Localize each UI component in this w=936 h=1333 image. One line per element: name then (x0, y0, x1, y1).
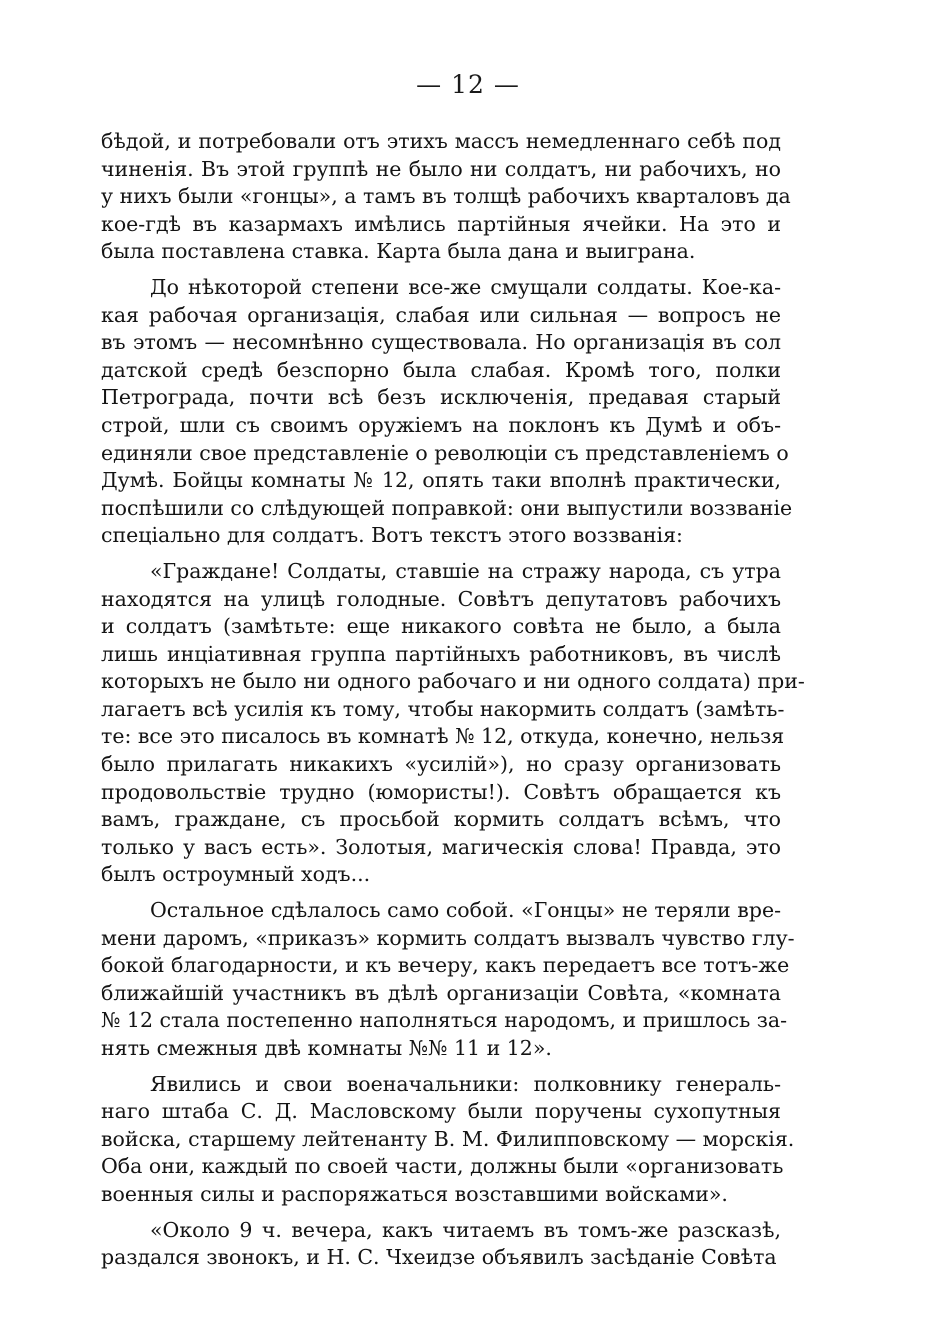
paragraph-gap (101, 1063, 781, 1071)
text-line: военныя силы и распоряжаться возставшими войсками». (101, 1181, 728, 1206)
text-line: войска, старшему лейтенанту В. М. Филипповскому — морскія. (101, 1126, 795, 1151)
text-line: те: все это писалось въ комнатѣ № 12, откуда, конечно, нельзя (101, 724, 785, 749)
text-line: кое-гдѣ въ казармахъ имѣлись партійныя ячейки. На это и (101, 211, 781, 236)
page-number: — 12 — (416, 70, 520, 99)
text-line: было прилагать никакихъ «усилій»), но сразу организовать (101, 752, 781, 777)
text-line: Явились и свои военачальники: полковнику генераль- (150, 1071, 781, 1096)
text-line: единяли свое представленіе о революціи съ представленіемъ о (101, 440, 789, 465)
paragraph-gap (101, 550, 781, 558)
paragraph (101, 274, 793, 550)
text-line: № 12 стала постепенно наполняться народомъ, и пришлось за- (101, 1008, 788, 1033)
body-text (101, 128, 805, 1272)
text-line: продовольствіе трудно (юмористы!). Совѣтъ обращается къ (101, 779, 781, 804)
paragraph-gap (101, 1209, 781, 1217)
text-line: Думѣ. Бойцы комнаты № 12, опять таки вполнѣ практически, (101, 468, 781, 493)
paragraph (101, 128, 791, 266)
text-line: былъ остроумный ходъ... (101, 862, 371, 887)
text-line: вамъ, граждане, съ просьбой кормить солдатъ всѣмъ, что (101, 807, 781, 832)
text-line: Петрограда, почти всѣ безъ исключенія, предавая старый (101, 385, 781, 410)
text-line: Оба они, каждый по своей части, должны были «организовать (101, 1154, 784, 1179)
text-line: въ этомъ — несомнѣнно существовала. Но организація въ сол (101, 330, 781, 355)
text-line: раздался звонокъ, и Н. С. Чхеидзе объявилъ засѣданіе Совѣта (101, 1245, 777, 1270)
text-line: бокой благодарности, и къ вечеру, какъ передаетъ все тотъ-же (101, 953, 790, 978)
text-line: наго штаба С. Д. Масловскому были поручены сухопутныя (101, 1099, 781, 1124)
text-line: кая рабочая организація, слабая или сильная — вопросъ не (101, 302, 781, 327)
paragraph (101, 1071, 795, 1209)
text-line: До нѣкоторой степени все-же смущали солдаты. Кое-ка- (150, 274, 781, 299)
text-line: «Около 9 ч. вечера, какъ читаемъ въ томъ-же разсказѣ, (150, 1217, 781, 1242)
text-line: мени даромъ, «приказъ» кормить солдатъ вызвалъ чувство глу- (101, 925, 795, 950)
text-line: поспѣшили со слѣдующей поправкой: они выпустили воззваніе (101, 495, 793, 520)
paragraph-gap (101, 889, 781, 897)
text-line: чиненія. Въ этой группѣ не было ни солдатъ, ни рабочихъ, но (101, 156, 781, 181)
text-line: у нихъ были «гонцы», а тамъ въ толщѣ рабочихъ кварталовъ да (101, 184, 791, 209)
text-line: лишь инціативная группа партійныхъ работниковъ, въ числѣ (101, 641, 781, 666)
text-line: ближайшій участникъ въ дѣлѣ организаціи Совѣта, «комната (101, 980, 781, 1005)
paragraph (101, 1217, 781, 1272)
text-line: «Граждане! Солдаты, ставшіе на стражу народа, съ утра (150, 558, 781, 583)
text-line: и солдатъ (замѣтьте: еще никакого совѣта не было, а была (101, 614, 781, 639)
text-line: строй, шли съ своимъ оружіемъ на поклонъ къ Думѣ и объ- (101, 412, 781, 437)
text-line: только у васъ есть». Золотыя, магическія слова! Правда, это (101, 834, 781, 859)
text-line: находятся на улицѣ голодные. Совѣтъ депутатовъ рабочихъ (101, 586, 781, 611)
text-line: лагаетъ всѣ усилія къ тому, чтобы накормить солдатъ (замѣть- (101, 696, 785, 721)
text-line: Остальное сдѣлалось само собой. «Гонцы» не теряли вре- (150, 898, 781, 923)
paragraph (101, 897, 795, 1063)
text-line: спеціально для солдатъ. Вотъ текстъ этого воззванія: (101, 523, 683, 548)
text-line: датской средѣ безспорно была слабая. Кромѣ того, полки (101, 357, 781, 382)
text-line: была поставлена ставка. Карта была дана и выиграна. (101, 239, 696, 264)
paragraph (101, 558, 805, 889)
paragraph-gap (101, 266, 781, 274)
text-line: нять смежныя двѣ комнаты №№ 11 и 12». (101, 1036, 552, 1060)
text-line: которыхъ не было ни одного рабочаго и ни одного солдата) при- (101, 669, 805, 694)
text-line: бѣдой, и потребовали отъ этихъ массъ немедленнаго себѣ под (101, 129, 781, 153)
